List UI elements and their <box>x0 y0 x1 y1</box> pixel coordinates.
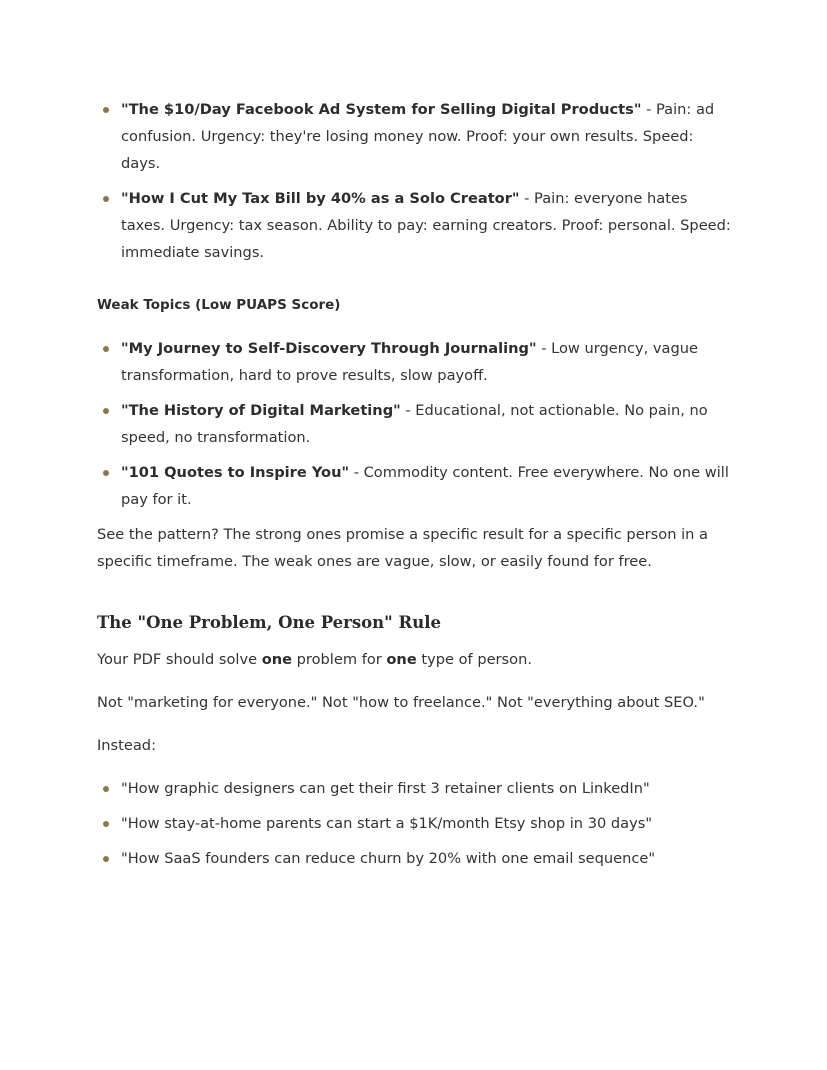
rule-text-part: problem for <box>292 651 387 668</box>
strong-topics-list <box>97 96 732 266</box>
instead-label: Instead: <box>97 737 156 754</box>
topic-title: "My Journey to Self-Discovery Through Journaling" <box>121 340 537 357</box>
weak-topics-heading: Weak Topics (Low PUAPS Score) <box>97 297 341 313</box>
list-item <box>121 185 732 266</box>
examples-list <box>97 775 732 872</box>
weak-topics-list <box>97 335 732 513</box>
topic-description: - Commodity content. Free everywhere. No one will pay for it. <box>121 464 729 508</box>
list-item: "How SaaS founders can reduce churn by 20% with one email sequence" <box>121 845 732 872</box>
pattern-paragraph: See the pattern? The strong ones promise a specific result for a specific person in a specific timeframe. The weak ones are vague, slow, or easily found for free. <box>97 526 708 570</box>
rule-text-part: Your PDF should solve <box>97 651 262 668</box>
topic-title: "101 Quotes to Inspire You" <box>121 464 350 481</box>
rule-emphasis: one <box>386 651 417 668</box>
list-item: "How stay-at-home parents can start a $1K/month Etsy shop in 30 days" <box>121 810 732 837</box>
topic-title: "How I Cut My Tax Bill by 40% as a Solo Creator" <box>121 190 520 207</box>
topic-title: "The $10/Day Facebook Ad System for Selling Digital Products" <box>121 101 642 118</box>
topic-description: - Pain: ad confusion. Urgency: they're losing money now. Proof: your own results. Speed: days. <box>121 101 715 172</box>
list-item <box>121 96 732 177</box>
list-item <box>121 335 732 389</box>
topic-description: - Educational, not actionable. No pain, no speed, no transformation. <box>121 402 708 446</box>
list-item <box>121 397 732 451</box>
rule-emphasis: one <box>261 651 293 668</box>
list-item <box>121 459 732 513</box>
topic-title: "The History of Digital Marketing" <box>121 402 401 419</box>
rule-paragraph <box>97 646 732 673</box>
document-content <box>97 96 732 880</box>
section-heading: The "One Problem, One Person" Rule <box>97 613 441 632</box>
list-item: "How graphic designers can get their first 3 retainer clients on LinkedIn" <box>121 775 732 802</box>
rule-text-part: type of person. <box>416 651 532 668</box>
topic-description: - Low urgency, vague transformation, hard to prove results, slow payoff. <box>121 340 698 384</box>
not-paragraph: Not "marketing for everyone." Not "how to freelance." Not "everything about SEO." <box>97 694 705 711</box>
topic-description: - Pain: everyone hates taxes. Urgency: tax season. Ability to pay: earning creators. Proof: personal. Speed: immediate savings. <box>121 190 731 261</box>
